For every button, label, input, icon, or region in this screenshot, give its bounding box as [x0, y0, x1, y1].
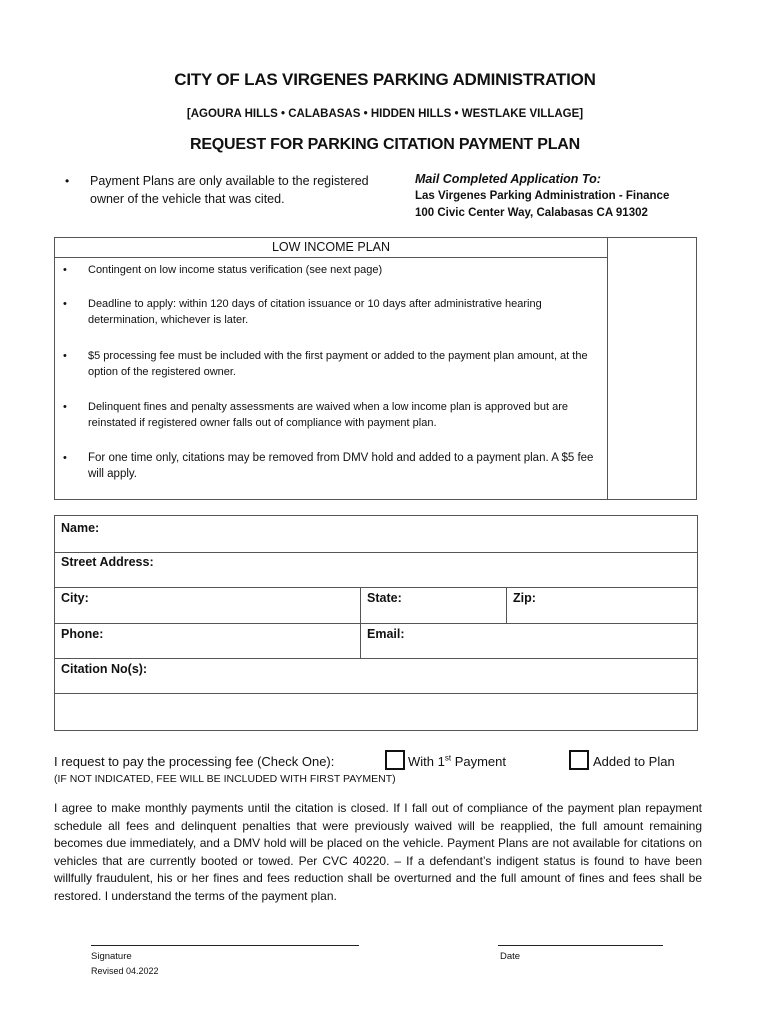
city-field[interactable]: City:: [61, 591, 89, 605]
added-to-plan-label: Added to Plan: [593, 754, 675, 769]
street-address-field[interactable]: Street Address:: [61, 555, 154, 569]
cities-subheading: [AGOURA HILLS • CALABASAS • HIDDEN HILLS • WESTLAKE VILLAGE]: [186, 108, 584, 120]
fee-choice-prompt: I request to pay the processing fee (Check One):: [54, 754, 335, 769]
low-income-plan-box: LOW INCOME PLAN • Contingent on low income status verification (see next page) • Deadline to apply: within 120 days of citation issuance or 10 days after administrative hearing determination, whichever is later. • $5 processing fee must be included with the first payment or added to the payment plan amount, at the option of the registered owner. • Delinquent fines and penalty assessments are waived when a low income plan is approved but are reinstated if registered owner falls out of compliance with payment plan. • For one time only, citations may be removed from DMV hold and added to a payment plan. A $5 fee will apply.: [54, 237, 697, 500]
signature-line[interactable]: [91, 945, 359, 946]
signature-label: Signature: [91, 951, 132, 962]
mail-heading: Mail Completed Application To:: [415, 172, 601, 186]
applicant-info-table: [54, 515, 698, 731]
bullet-icon: •: [63, 452, 67, 464]
bullet-icon: •: [63, 350, 67, 362]
row-divider: [55, 587, 697, 588]
state-field[interactable]: State:: [367, 591, 402, 605]
name-field[interactable]: Name:: [61, 521, 100, 535]
row-divider: [55, 658, 697, 659]
bullet-icon: •: [65, 174, 70, 188]
mail-organization: Las Virgenes Parking Administration - Finance: [415, 190, 670, 202]
low-income-heading: LOW INCOME PLAN: [55, 240, 607, 258]
date-line[interactable]: [498, 945, 663, 946]
with-first-payment-label: With 1st Payment: [408, 753, 506, 769]
bullet-icon: •: [63, 264, 67, 276]
mail-address: 100 Civic Center Way, Calabasas CA 91302: [415, 207, 648, 219]
added-to-plan-checkbox[interactable]: [569, 750, 589, 770]
form-title: REQUEST FOR PARKING CITATION PAYMENT PLAN: [189, 136, 581, 153]
revision-label: Revised 04.2022: [91, 966, 159, 976]
citation-numbers-field[interactable]: Citation No(s):: [61, 662, 148, 676]
document-title: CITY OF LAS VIRGENES PARKING ADMINISTRATION: [174, 70, 596, 89]
column-divider: [506, 587, 507, 623]
fee-default-note: (IF NOT INDICATED, FEE WILL BE INCLUDED WITH FIRST PAYMENT): [54, 773, 396, 785]
column-divider: [360, 587, 361, 658]
agreement-text: I agree to make monthly payments until the citation is closed. If I fall out of compliance of the payment plan repayment schedule all fees and delinquent penalties that were previously waived will be reapplied, the full amount remaining becomes due immediately, and a DMV hold will be placed on the vehicle. Payment Plans are not available for citations on vehicles that are currently booted or towed. Per CVC 40220. – If a defendant’s indigent status is found to have been willfully fraudulent, his or her fines and fees reduction shall be overturned and the full amount of fines and fees shall be restored. I understand the terms of the payment plan.: [54, 801, 702, 903]
row-divider: [55, 552, 697, 553]
date-label: Date: [500, 951, 521, 962]
email-field[interactable]: Email:: [367, 627, 405, 641]
phone-field[interactable]: Phone:: [61, 627, 104, 641]
owner-note-text: Payment Plans are only available to the registered owner of the vehicle that was cited.: [90, 174, 369, 206]
row-divider: [55, 693, 697, 694]
bullet-icon: •: [63, 401, 67, 413]
row-divider: [55, 623, 697, 624]
low-income-checkbox-column-divider: [607, 238, 608, 499]
zip-field[interactable]: Zip:: [513, 591, 536, 605]
with-first-payment-checkbox[interactable]: [385, 750, 405, 770]
bullet-icon: •: [63, 298, 67, 310]
